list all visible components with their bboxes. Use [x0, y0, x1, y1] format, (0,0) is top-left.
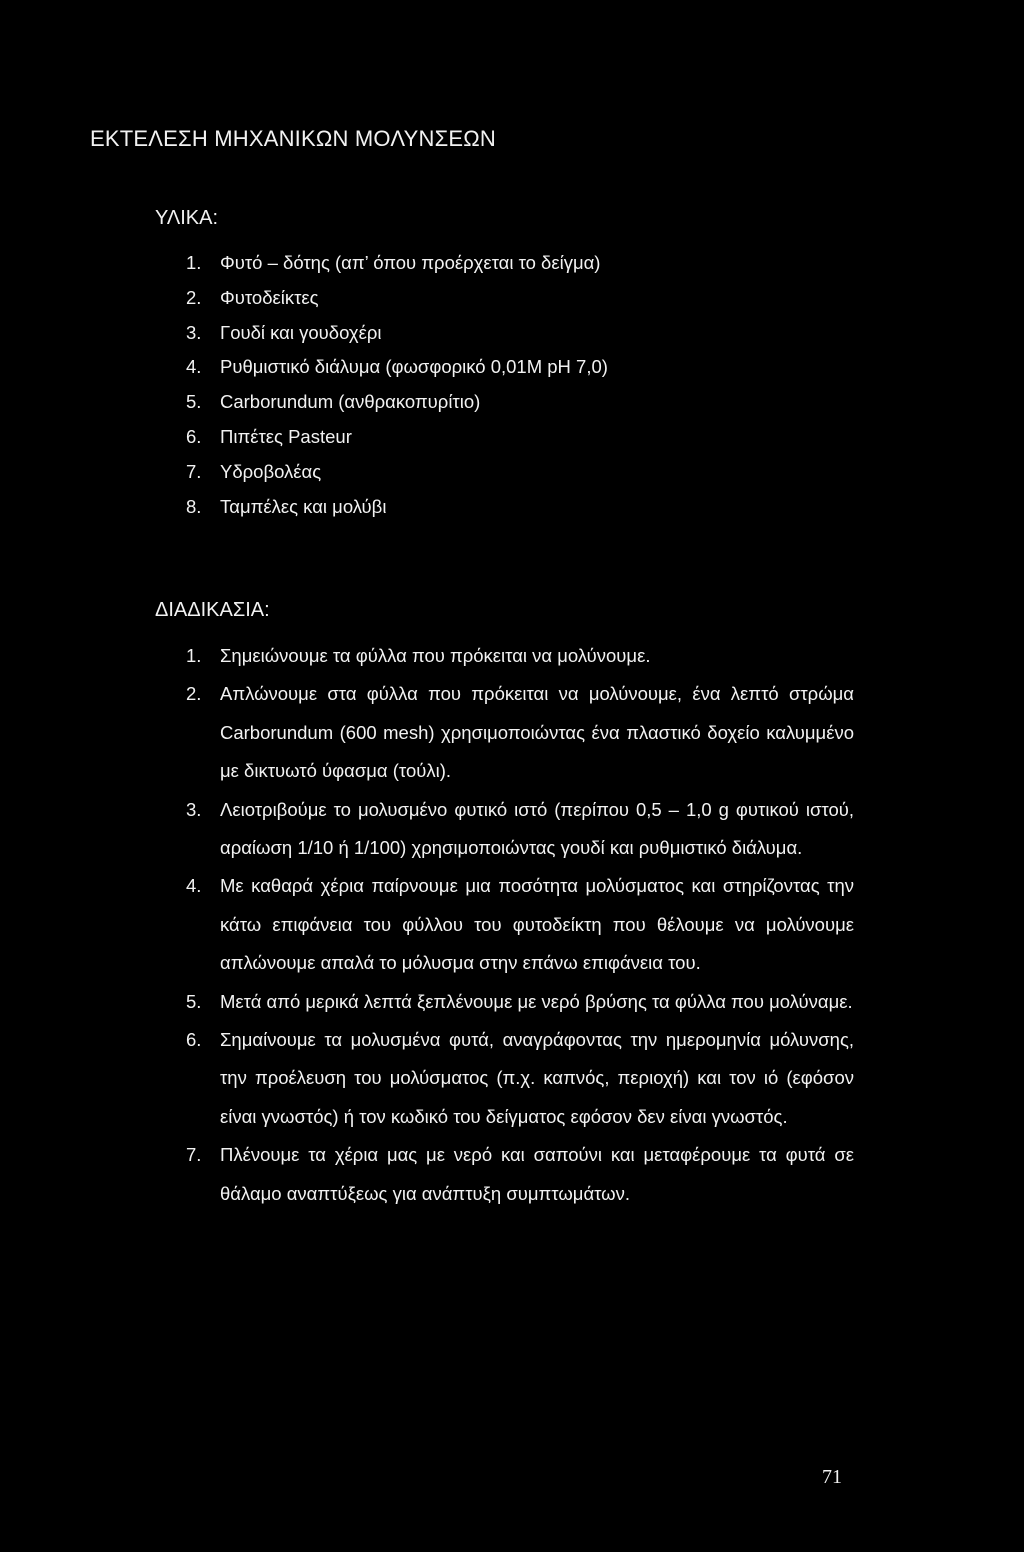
- step-text: Λειοτριβούμε το μολυσμένο φυτικό ιστό (περίπου 0,5 – 1,0 g φυτικού ιστού, αραίωση 1/10 ή 1/100) χρησιμοποιώντας γουδί και ρυθμιστικό διάλυμα.: [220, 798, 854, 859]
- step-number: 1.: [186, 645, 202, 666]
- step-text: Σημειώνουμε τα φύλλα που πρόκειται να μολύνουμε.: [220, 645, 651, 666]
- procedure-heading: ΔΙΑΔΙΚΑΣΙΑ:: [155, 599, 270, 621]
- item-number: 3.: [186, 321, 202, 343]
- item-text: Ρυθμιστικό διάλυμα (φωσφορικό 0,01Μ pH 7,0): [220, 356, 608, 378]
- item-text: Πιπέτες Pasteur: [220, 425, 352, 447]
- step-number: 2.: [186, 683, 202, 705]
- list-item: [186, 286, 886, 321]
- item-number: 6.: [186, 425, 202, 447]
- procedure-step: [186, 1136, 854, 1213]
- step-text: Μετά από μερικά λεπτά ξεπλένουμε με νερό βρύσης τα φύλλα που μολύναμε.: [220, 990, 853, 1012]
- procedure-steps-list: [186, 637, 854, 1213]
- item-text: Γουδί και γουδοχέρι: [220, 321, 382, 343]
- step-number: 4.: [186, 875, 202, 897]
- step-number: 7.: [186, 1144, 202, 1166]
- item-text: Carborundum (ανθρακοπυρίτιο): [220, 391, 481, 413]
- step-number: 6.: [186, 1029, 202, 1051]
- item-text: Φυτοδείκτες: [220, 286, 319, 308]
- procedure-step: [186, 791, 854, 868]
- list-item: [186, 390, 886, 425]
- item-number: 2.: [186, 286, 202, 308]
- list-item: [186, 460, 886, 495]
- step-text: Απλώνουμε στα φύλλα που πρόκειται να μολύνουμε, ένα λεπτό στρώμα Carborundum (600 mesh) χρησιμοποιώντας ένα πλαστικό δοχείο καλυμμένο με δικτυωτό ύφασμα (τούλι).: [220, 683, 854, 782]
- list-item: [186, 495, 886, 530]
- list-item: [186, 321, 886, 356]
- item-text: Υδροβολέας: [220, 460, 322, 482]
- list-item: [186, 251, 886, 286]
- item-number: 7.: [186, 460, 202, 482]
- step-text: Πλένουμε τα χέρια μας με νερό και σαπούνι και μεταφέρουμε τα φυτά σε θάλαμο αναπτύξεως για ανάπτυξη συμπτωμάτων.: [220, 1144, 854, 1204]
- step-number: 5.: [186, 990, 202, 1012]
- step-number: 3.: [186, 798, 202, 820]
- list-item: [186, 355, 886, 390]
- list-item: [186, 425, 886, 460]
- item-text: Ταμπέλες και μολύβι: [220, 495, 387, 517]
- step-text: Με καθαρά χέρια παίρνουμε μια ποσότητα μολύσματος και στηρίζοντας την κάτω επιφάνεια του φύλλου του φυτοδείκτη που θέλουμε να μολύνουμε απλώνουμε απαλά το μόλυσμα στην επάνω επιφάνεια του.: [220, 875, 854, 974]
- item-number: 1.: [186, 252, 202, 273]
- item-number: 8.: [186, 495, 202, 517]
- procedure-step: [186, 983, 854, 1021]
- page-number: 71: [822, 1466, 842, 1488]
- procedure-step: [186, 867, 854, 982]
- item-number: 5.: [186, 391, 202, 413]
- materials-heading: ΥΛΙΚΑ:: [155, 207, 219, 229]
- item-text: Φυτό – δότης (απ’ όπου προέρχεται το δείγμα): [220, 252, 601, 273]
- step-text: Σημαίνουμε τα μολυσμένα φυτά, αναγράφοντας την ημερομηνία μόλυνσης, την προέλευση του μολύσματος (π.χ. καπνός, περιοχή) και τον ιό (εφόσον είναι γνωστός) ή τον κωδικό του δείγματος εφόσον δεν είναι γνωστός.: [220, 1029, 854, 1127]
- item-number: 4.: [186, 356, 202, 378]
- page-title: ΕΚΤΕΛΕΣΗ ΜΗΧΑΝΙΚΩΝ ΜΟΛΥΝΣΕΩΝ: [90, 126, 496, 151]
- procedure-step: [186, 1021, 854, 1136]
- materials-list: [186, 251, 886, 529]
- procedure-step: [186, 637, 854, 675]
- procedure-step: [186, 675, 854, 790]
